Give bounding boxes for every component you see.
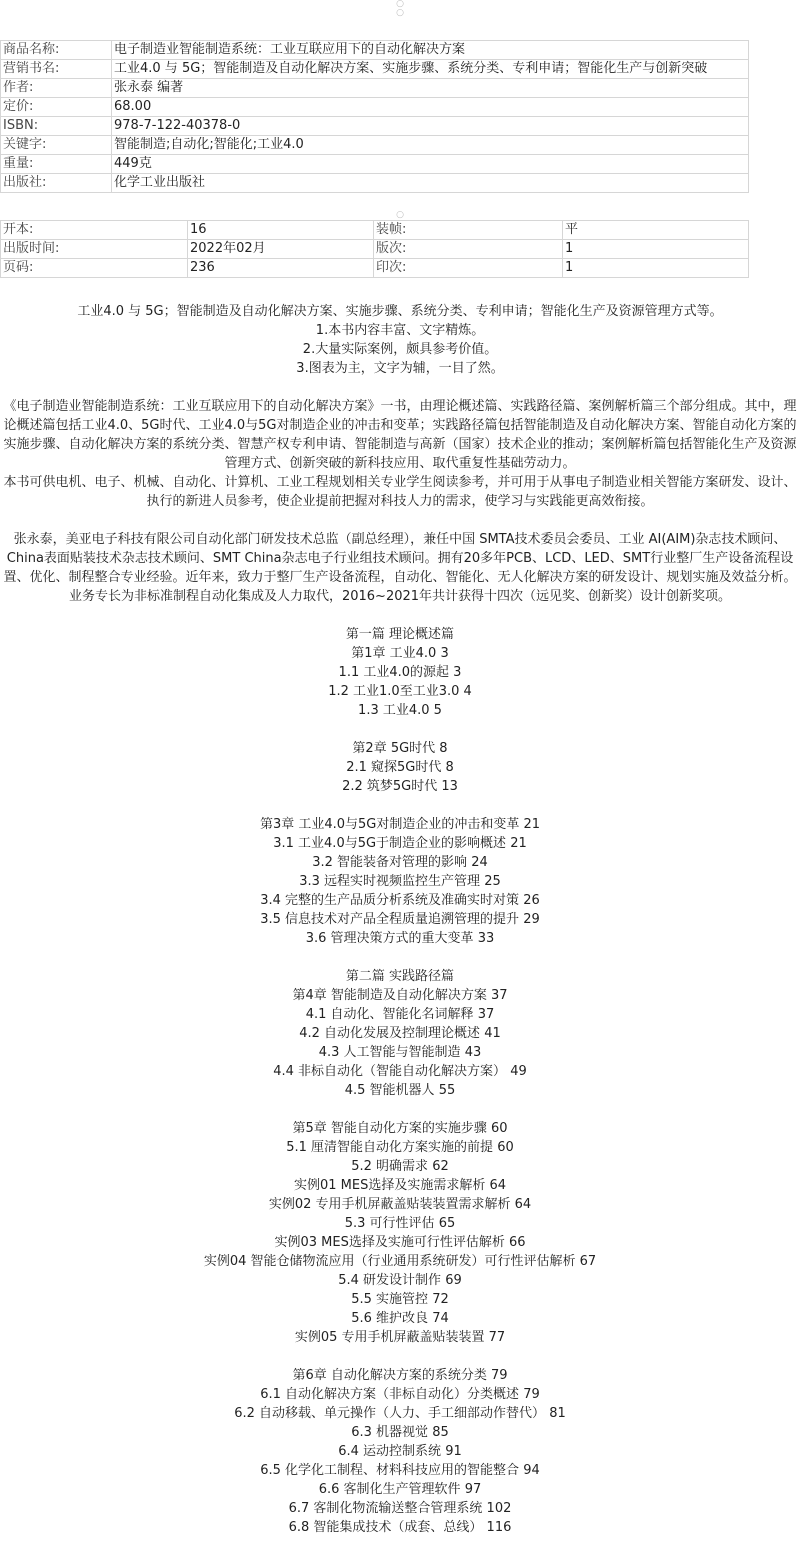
toc-entry: 6.7 客制化物流输送整合管理系统 102 xyxy=(288,1501,512,1516)
spec-row xyxy=(1,259,749,278)
highlight-line: 2.大量实际案例，颇具参考价值。 xyxy=(302,342,498,357)
toc-entry: 4.4 非标自动化（智能自动化解决方案） 49 xyxy=(273,1064,527,1079)
spec-value: 236 xyxy=(188,259,374,278)
spec-label: 装帧: xyxy=(374,221,563,240)
toc-entry: 6.3 机器视觉 85 xyxy=(351,1425,449,1440)
info-value: 68.00 xyxy=(112,98,749,117)
info-row xyxy=(1,136,749,155)
toc-entry: 实例02 专用手机屏蔽盖贴装装置需求解析 64 xyxy=(268,1197,532,1212)
toc-entry: 4.3 人工智能与智能制造 43 xyxy=(318,1045,482,1060)
toc-entry: 6.5 化学化工制程、材料科技应用的智能整合 94 xyxy=(260,1463,540,1478)
product-info-table xyxy=(0,40,749,193)
info-label: 营销书名: xyxy=(1,60,112,79)
toc-entry: 1.3 工业4.0 5 xyxy=(358,703,442,718)
toc-entry: 3.6 管理决策方式的重大变革 33 xyxy=(305,931,495,946)
product-spec-table xyxy=(0,220,749,278)
spec-value: 平 xyxy=(563,221,749,240)
summary-paragraph: 《电子制造业智能制造系统：工业互联应用下的自动化解决方案》一书，由理论概述篇、实践路径篇、案例解析篇三个部分组成。其中，理论概述篇包括工业4.0、5G时代、工业4.0与5G对制造企业的冲击和变革；实践路径篇包括智能制造及自动化解决方案、智能自动化方案的实施步骤、自动化解决方案的系统分类、智慧产权专利申请、智能制造与高新（国家）技术企业的推动；案例解析篇包括智能化生产及资源管理方式、创新突破的新科技应用、取代重复性基础劳动力。 xyxy=(3,399,797,471)
toc-entry: 6.4 运动控制系统 91 xyxy=(338,1444,462,1459)
spec-row xyxy=(1,240,749,259)
info-row xyxy=(1,41,749,60)
toc-entry: 第6章 自动化解决方案的系统分类 79 xyxy=(292,1368,508,1383)
toc-entry: 5.3 可行性评估 65 xyxy=(344,1216,456,1231)
info-value: 电子制造业智能制造系统：工业互联应用下的自动化解决方案 xyxy=(112,41,749,60)
toc-entry: 第1章 工业4.0 3 xyxy=(351,646,449,661)
info-row xyxy=(1,79,749,98)
info-row xyxy=(1,60,749,79)
highlight-line: 工业4.0 与 5G；智能制造及自动化解决方案、实施步骤、系统分类、专利申请；智能化生产及资源管理方式等。 xyxy=(77,304,723,319)
toc-entry: 5.4 研发设计制作 69 xyxy=(338,1273,462,1288)
toc-entry: 5.2 明确需求 62 xyxy=(351,1159,449,1174)
info-label: 关键字: xyxy=(1,136,112,155)
info-value: 工业4.0 与 5G；智能制造及自动化解决方案、实施步骤、系统分类、专利申请；智能化生产与创新突破 xyxy=(112,60,749,79)
toc-entry: 3.4 完整的生产品质分析系统及准确实时对策 26 xyxy=(260,893,540,908)
toc-entry: 第二篇 实践路径篇 xyxy=(345,969,455,984)
toc-entry: 第4章 智能制造及自动化解决方案 37 xyxy=(292,988,508,1003)
info-row xyxy=(1,117,749,136)
spec-label: 印次: xyxy=(374,259,563,278)
info-value: 978-7-122-40378-0 xyxy=(112,117,749,136)
toc-entry: 1.1 工业4.0的源起 3 xyxy=(338,665,462,680)
toc-entry: 2.1 窥探5G时代 8 xyxy=(346,760,454,775)
info-label: 出版社: xyxy=(1,174,112,193)
summary-section xyxy=(0,397,800,511)
summary-paragraph: 本书可供电机、电子、机械、自动化、计算机、工业工程规划相关专业学生阅读参考，并可用于从事电子制造业相关智能方案研发、设计、执行的新进人员参考，使企业提前把握对科技人力的需求，使学习与实践能更高效衔接。 xyxy=(3,475,797,509)
info-value: 智能制造;自动化;智能化;工业4.0 xyxy=(112,136,749,155)
toc-entry: 6.2 自动移载、单元操作（人力、手工细部动作替代） 81 xyxy=(234,1406,566,1421)
toc-entry: 3.2 智能装备对管理的影响 24 xyxy=(312,855,488,870)
toc-entry: 1.2 工业1.0至工业3.0 4 xyxy=(328,684,472,699)
spec-value: 2022年02月 xyxy=(188,240,374,259)
spec-label: 开本: xyxy=(1,221,188,240)
toc-entry: 5.5 实施管控 72 xyxy=(351,1292,449,1307)
spec-value: 16 xyxy=(188,221,374,240)
toc-entry: 第3章 工业4.0与5G对制造企业的冲击和变革 21 xyxy=(259,817,541,832)
toc-entry: 3.5 信息技术对产品全程质量追溯管理的提升 29 xyxy=(260,912,540,927)
toc-entry: 2.2 筑梦5G时代 13 xyxy=(342,779,458,794)
info-label: ISBN: xyxy=(1,117,112,136)
highlight-line: 3.图表为主，文字为辅，一目了然。 xyxy=(296,361,504,376)
highlight-line: 1.本书内容丰富、文字精炼。 xyxy=(315,323,485,338)
author-bio: 张永泰，美亚电子科技有限公司自动化部门研发技术总监（副总经理），兼任中国 SMTA技术委员会委员、工业 AI(AIM)杂志技术顾问、China表面贴装技术杂志技术顾问、SMT China杂志电子行业组技术顾问。拥有20多年PCB、LCD、LED、SMT行业整厂生产设备流程设置、优化、制程整合专业经验。近年来，致力于整厂生产设备流程，自动化、智能化、无人化解决方案的研发设计、规划实施及效益分析。业务专长为非标准制程自动化集成及人力取代，2016~2021年共计获得十四次（远见奖、创新奖）设计创新奖项。 xyxy=(3,532,797,604)
info-label: 商品名称: xyxy=(1,41,112,60)
book-description xyxy=(0,302,800,1537)
info-label: 作者: xyxy=(1,79,112,98)
decorative-dots: ○ ○ xyxy=(396,0,404,18)
toc-entry: 6.6 客制化生产管理软件 97 xyxy=(318,1482,482,1497)
toc-entry: 4.5 智能机器人 55 xyxy=(344,1083,456,1098)
toc-entry: 4.1 自动化、智能化名词解释 37 xyxy=(305,1007,495,1022)
toc-entry: 实例05 专用手机屏蔽盖贴装装置 77 xyxy=(294,1330,506,1345)
decorative-dots: ○ xyxy=(396,210,404,220)
spec-row xyxy=(1,221,749,240)
toc-entry: 4.2 自动化发展及控制理论概述 41 xyxy=(299,1026,501,1041)
spec-value: 1 xyxy=(563,259,749,278)
info-row xyxy=(1,98,749,117)
toc-entry: 第2章 5G时代 8 xyxy=(352,741,448,756)
toc-entry: 3.3 远程实时视频监控生产管理 25 xyxy=(299,874,501,889)
table-of-contents xyxy=(0,625,800,1537)
info-value: 449克 xyxy=(112,155,749,174)
spec-label: 页码: xyxy=(1,259,188,278)
toc-entry: 6.1 自动化解决方案（非标自动化）分类概述 79 xyxy=(260,1387,540,1402)
toc-entry: 第5章 智能自动化方案的实施步骤 60 xyxy=(292,1121,508,1136)
spec-label: 出版时间: xyxy=(1,240,188,259)
toc-entry: 5.1 厘清智能自动化方案实施的前提 60 xyxy=(286,1140,514,1155)
spec-label: 版次: xyxy=(374,240,563,259)
info-label: 定价: xyxy=(1,98,112,117)
info-value: 张永泰 编著 xyxy=(112,79,749,98)
info-row xyxy=(1,155,749,174)
info-label: 重量: xyxy=(1,155,112,174)
spec-value: 1 xyxy=(563,240,749,259)
info-value: 化学工业出版社 xyxy=(112,174,749,193)
toc-entry: 6.8 智能集成技术（成套、总线） 116 xyxy=(288,1520,512,1535)
toc-entry: 实例03 MES选择及实施可行性评估解析 66 xyxy=(274,1235,526,1250)
info-row xyxy=(1,174,749,193)
toc-entry: 第一篇 理论概述篇 xyxy=(345,627,455,642)
toc-entry: 实例01 MES选择及实施需求解析 64 xyxy=(293,1178,507,1193)
toc-entry: 3.1 工业4.0与5G于制造企业的影响概述 21 xyxy=(273,836,527,851)
toc-entry: 5.6 维护改良 74 xyxy=(351,1311,449,1326)
highlights-section xyxy=(0,302,800,378)
toc-entry: 实例04 智能仓储物流应用（行业通用系统研发）可行性评估解析 67 xyxy=(203,1254,597,1269)
